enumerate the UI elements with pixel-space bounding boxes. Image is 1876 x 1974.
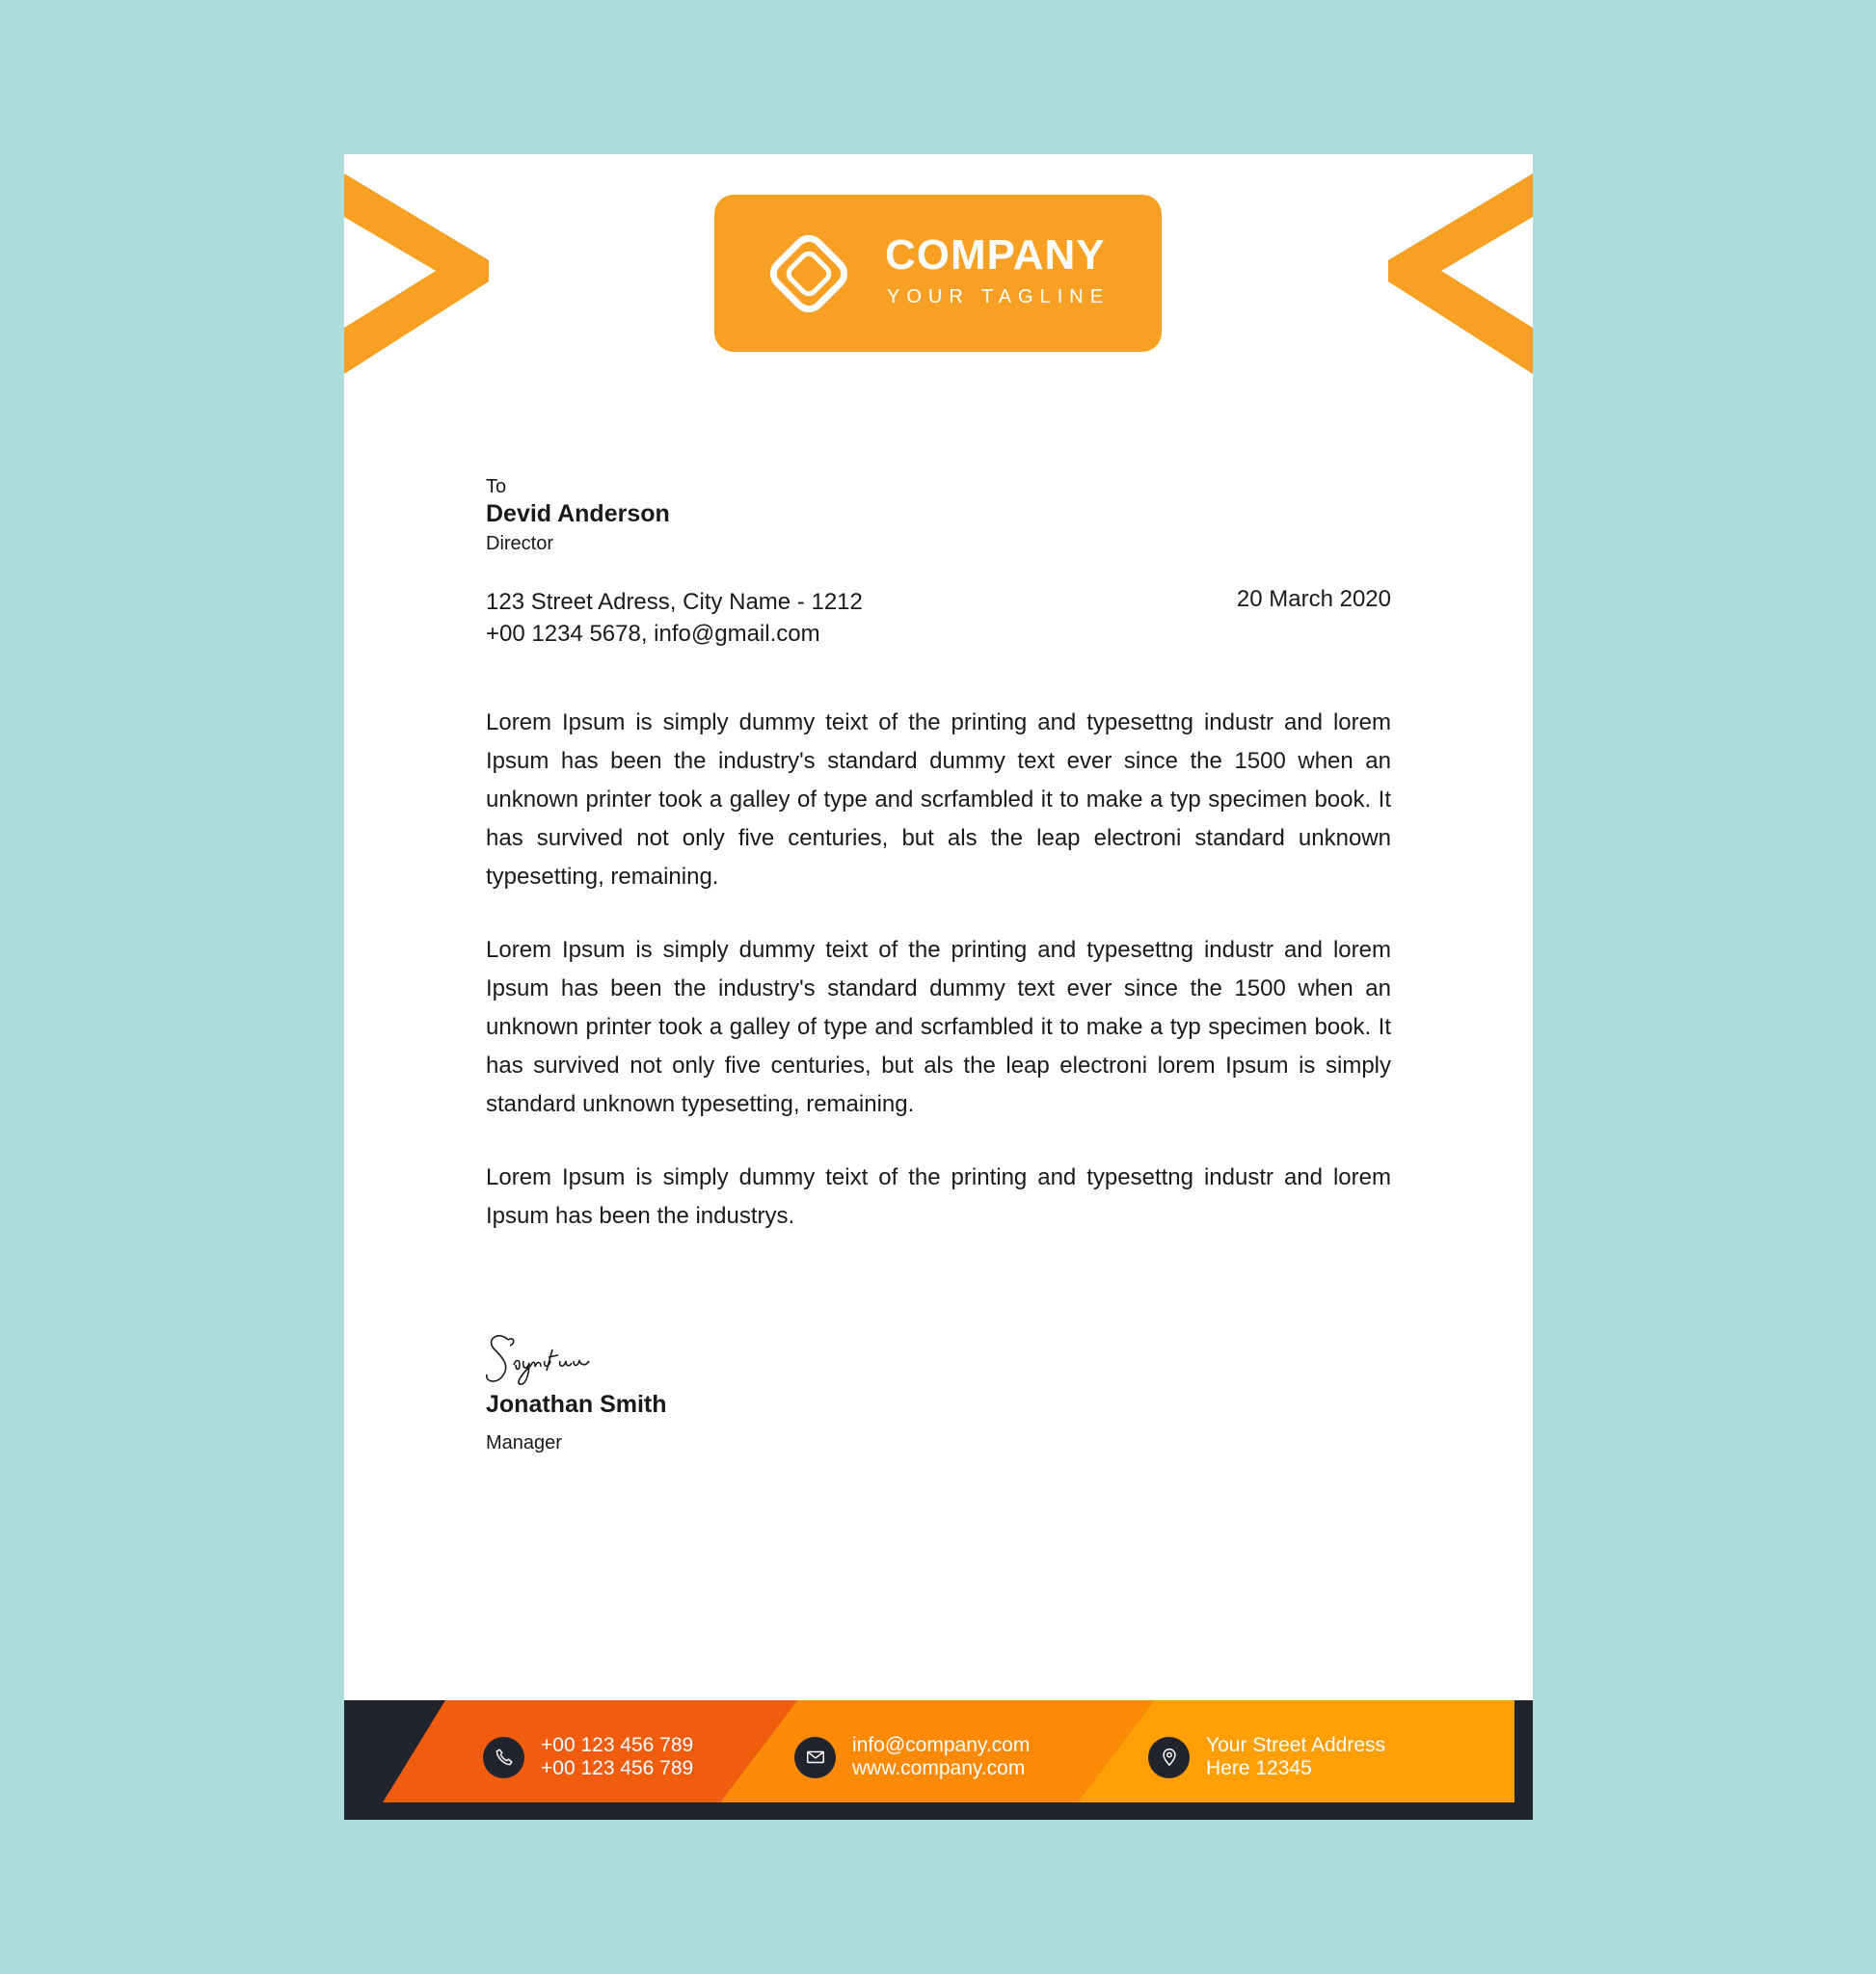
- letterhead-page: [344, 154, 1533, 1820]
- letter-body: [486, 704, 1391, 1270]
- address-line-2: +00 1234 5678, info@gmail.com: [486, 621, 820, 647]
- to-label: To: [486, 476, 507, 497]
- left-chevron-decoration: [344, 173, 498, 376]
- footer-phone-line-1: +00 123 456 789: [541, 1734, 694, 1756]
- right-chevron-decoration: [1379, 173, 1533, 376]
- footer-address: [1148, 1734, 1385, 1780]
- footer-email-line-1: info@company.com: [852, 1734, 1031, 1756]
- map-pin-icon: [1148, 1737, 1190, 1778]
- footer-bar: [344, 1700, 1533, 1820]
- footer-email: [794, 1734, 1030, 1780]
- footer-phone: [483, 1734, 693, 1780]
- recipient-name: Devid Anderson: [486, 500, 670, 527]
- diamond-logo-icon: [759, 224, 859, 324]
- signer-name: Jonathan Smith: [486, 1391, 667, 1418]
- recipient-title: Director: [486, 533, 554, 554]
- address-line-1: 123 Street Adress, City Name - 1212: [486, 589, 863, 615]
- footer-email-line-2: www.company.com: [852, 1757, 1026, 1779]
- signer-title: Manager: [486, 1432, 562, 1454]
- body-paragraph: Lorem Ipsum is simply dummy teixt of the printing and typesettng industr and lorem Ipsum has been the industry's standard dummy text ever since the 1500 when an unknown printer took a galley of type and scrfambled it to make a typ specimen book. It has survived not only five centuries, but als the leap electroni standard unknown typesetting, remaining.: [486, 709, 1391, 890]
- footer-address-line-2: Here 12345: [1206, 1757, 1312, 1779]
- envelope-icon: [794, 1737, 836, 1778]
- phone-icon: [483, 1737, 524, 1778]
- body-paragraph: Lorem Ipsum is simply dummy teixt of the printing and typesettng industr and lorem Ipsum has been the industry's standard dummy text ever since the 1500 when an unknown printer took a galley of type and scrfambled it to make a typ specimen book. It has survived not only five centuries, but als the leap electroni lorem Ipsum is simply standard unknown typesetting, remaining.: [486, 937, 1391, 1117]
- handwritten-signature: [481, 1326, 597, 1394]
- letter-date: 20 March 2020: [1236, 586, 1391, 612]
- company-tagline: YOUR TAGLINE: [887, 286, 1111, 307]
- footer-phone-line-2: +00 123 456 789: [541, 1757, 694, 1779]
- company-logo: [714, 195, 1162, 352]
- company-name: COMPANY: [885, 231, 1106, 279]
- footer-address-line-1: Your Street Address: [1206, 1734, 1386, 1756]
- body-paragraph: Lorem Ipsum is simply dummy teixt of the printing and typesettng industr and lorem Ipsum has been the industrys.: [486, 1164, 1391, 1229]
